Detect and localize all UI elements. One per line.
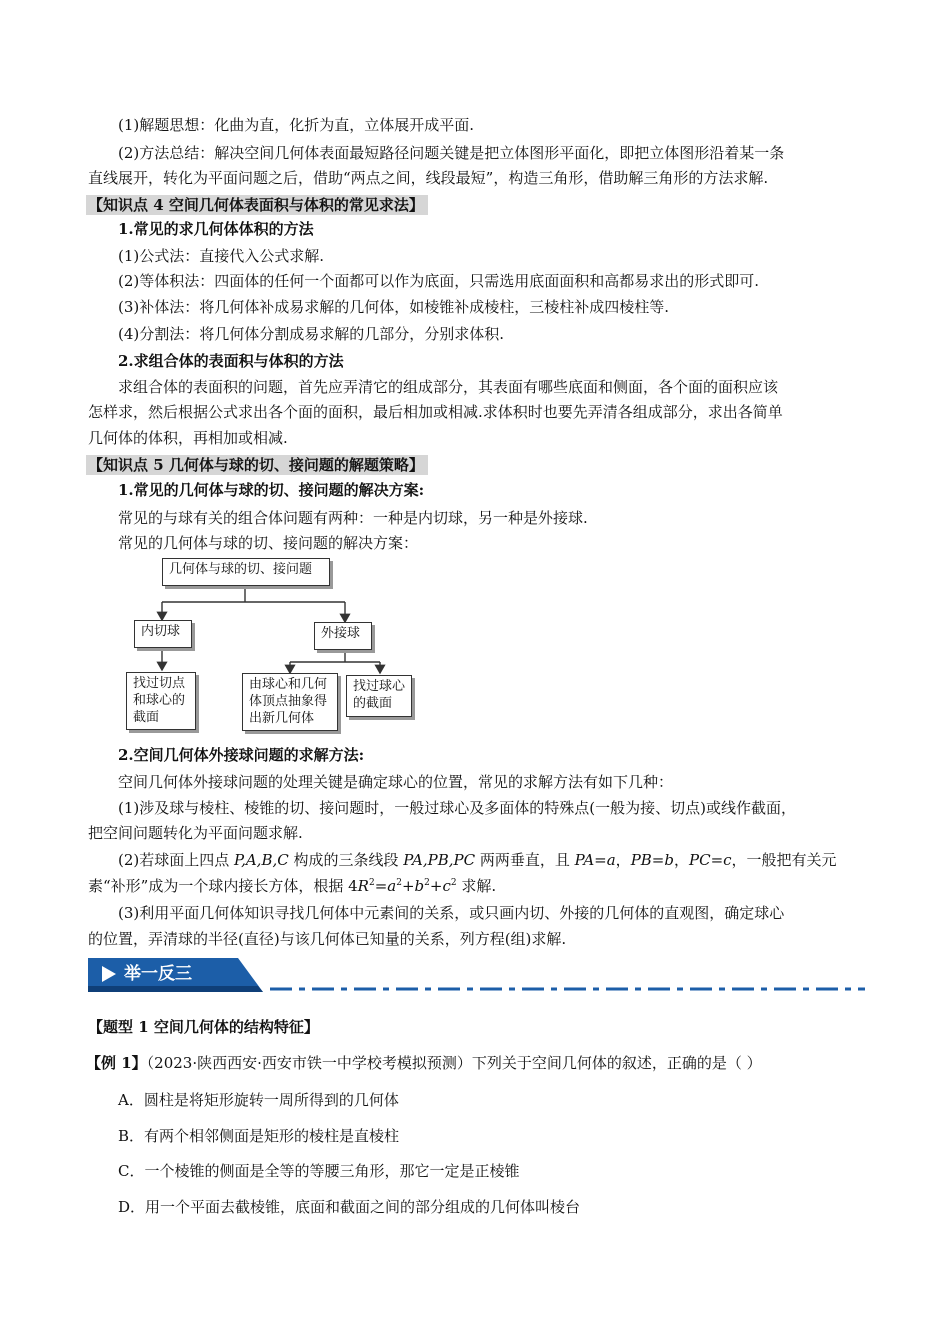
diagram-outer-label: 外接球 — [321, 626, 361, 641]
kp4-m4: (4)分割法：将几何体分割成易求解的几部分，分别求体积. — [118, 325, 505, 343]
formula-b: b — [414, 877, 425, 895]
kp5-a3b: 的位置，弄清球的半径(直径)与该几何体已知量的关系，列方程(组)求解. — [88, 930, 567, 948]
diagram-root-box — [162, 558, 330, 586]
diagram-outer-child1-line: 体顶点抽象得 — [249, 694, 328, 709]
a2-eq-pa: PA=a — [574, 851, 616, 869]
a2-eq-pc: PC=c — [689, 851, 732, 869]
diagram-root-label: 几何体与球的切、接问题 — [169, 562, 313, 577]
example1-label: 【例 1】 — [86, 1054, 147, 1072]
intro-p2b: 直线展开，转化为平面问题之后，借助“两点之间，线段最短”，构造三角形，借助解三角形的方法求解. — [88, 169, 769, 187]
kp5-t2: 常见的几何体与球的切、接问题的解决方案： — [118, 534, 419, 552]
formula-r: R — [357, 877, 369, 895]
kp4-m2: (2)等体积法：四面体的任何一个面都可以作为底面，只需选用底面面积和高都易求出的形式即可. — [118, 272, 760, 290]
formula-exp: 2 — [368, 878, 375, 888]
intro-p2a: (2)方法总结：解决空间几何体表面最短路径问题关键是把立体图形平面化，即把立体图形沿着某一条 — [118, 144, 785, 162]
formula-op: + — [401, 877, 415, 895]
kp4-sub1: 1.常见的求几何体体积的方法 — [118, 220, 314, 238]
a2-sep: ， — [673, 851, 689, 869]
a2-text: (2)若球面上四点 — [118, 851, 235, 869]
example1-source: （2023·陕西西安·西安市铁一中学校考模拟预测）下列关于空间几何体的叙述，正确的是（ ） — [146, 1054, 762, 1072]
kp5-a3: (3)利用平面几何体知识寻找几何体中元素间的关系，或只画内切、外接的几何体的直观图，确定球心 — [118, 904, 785, 922]
kp4-m3: (3)补体法：将几何体补成易求解的几何体，如棱锥补成棱柱，三棱柱补成四棱柱等. — [118, 298, 670, 316]
kp4-sub2: 2.求组合体的表面积与体积的方法 — [118, 352, 344, 370]
a2-sep: ， — [615, 851, 631, 869]
kp5-t3: 空间几何体外接球问题的处理关键是确定球心的位置，常见的求解方法有如下几种： — [118, 773, 674, 791]
kp5-a1: (1)涉及球与棱柱、棱锥的切、接问题时，一般过球心及多面体的特殊点(一般为接、切点)或线作截面， — [118, 799, 796, 817]
banner-dash-line — [270, 986, 865, 992]
kp4-p2: 怎样求，然后根据公式求出各个面的面积，最后相加或相减.求体积时也要先弄清各组成部分，求出各简单 — [88, 403, 783, 421]
kp5-sub1: 1.常见的几何体与球的切、接问题的解决方案: — [118, 481, 425, 499]
a2-text: 两两垂直，且 — [475, 851, 575, 869]
diagram-outer-box — [314, 622, 372, 650]
kp4-p1: 求组合体的表面积的问题，首先应弄清它的组成部分，其表面有哪些底面和侧面，各个面的面积应该 — [118, 378, 779, 396]
diagram-outer-child1-box — [242, 673, 338, 731]
a2-points: P,A,B,C — [234, 851, 289, 869]
formula-op: = — [374, 877, 388, 895]
diagram-inner-label: 内切球 — [141, 624, 181, 639]
a2-segments: PA,PB,PC — [403, 851, 476, 869]
kp5-sub2: 2.空间几何体外接球问题的求解方法: — [118, 746, 365, 764]
formula-exp: 2 — [396, 878, 402, 888]
diagram-outer-child2-box — [346, 675, 412, 717]
diagram-inner-child-box — [126, 672, 196, 730]
formula-exp: 2 — [450, 878, 457, 888]
diagram-inner-child-line: 找过切点 — [133, 676, 186, 691]
example1-option-c[interactable]: C．一个棱锥的侧面是全等的等腰三角形，那它一定是正棱锥 — [118, 1162, 520, 1180]
kp4-m1: (1)公式法：直接代入公式求解. — [118, 247, 325, 265]
diagram-inner-child-line: 和球心的 — [133, 693, 186, 708]
a2b-text: 素“补形”成为一个球内接长方体，根据 4 — [88, 877, 358, 895]
formula-op: + — [429, 877, 443, 895]
kp5-a1b: 把空间问题转化为平面问题求解. — [88, 824, 303, 842]
diagram-outer-child1-line: 由球心和几何 — [249, 677, 328, 692]
kp5-a2b — [88, 875, 496, 897]
formula-a: a — [387, 877, 397, 895]
diagram-inner-child-line: 截面 — [133, 710, 160, 725]
banner-label: 举一反三 — [124, 964, 192, 984]
formula-exp: 2 — [424, 878, 430, 888]
a2b-text: 求解. — [456, 877, 497, 895]
kp5-t1: 常见的与球有关的组合体问题有两种：一种是内切球，另一种是外接球. — [118, 509, 588, 527]
diagram-inner-box — [134, 620, 192, 648]
diagram-outer-child2-line: 的截面 — [353, 696, 393, 711]
example1-stem — [86, 1052, 762, 1074]
a2-eq-pb: PB=b — [630, 851, 674, 869]
formula-c: c — [442, 877, 451, 895]
kp4-p3: 几何体的体积，再相加或相减. — [88, 429, 288, 447]
a2-text: ，一般把有关元 — [731, 851, 837, 869]
intro-p1: (1)解题思想：化曲为直，化折为直，立体展开成平面. — [118, 116, 475, 134]
example1-option-a[interactable]: A．圆柱是将矩形旋转一周所得到的几何体 — [118, 1091, 399, 1109]
diagram-outer-child1-line: 出新几何体 — [249, 711, 315, 726]
kp5-heading: 【知识点 5 几何体与球的切、接问题的解题策略】 — [86, 455, 428, 475]
example1-option-d[interactable]: D．用一个平面去截棱锥，底面和截面之间的部分组成的几何体叫棱台 — [118, 1198, 581, 1216]
kp5-a2 — [118, 849, 837, 871]
type1-heading: 【题型 1 空间几何体的结构特征】 — [88, 1018, 319, 1036]
a2-text: 构成的三条线段 — [288, 851, 404, 869]
kp4-heading: 【知识点 4 空间几何体表面积与体积的常见求法】 — [86, 195, 428, 215]
diagram-outer-child2-line: 找过球心 — [353, 679, 406, 694]
example1-option-b[interactable]: B．有两个相邻侧面是矩形的棱柱是直棱柱 — [118, 1127, 400, 1145]
